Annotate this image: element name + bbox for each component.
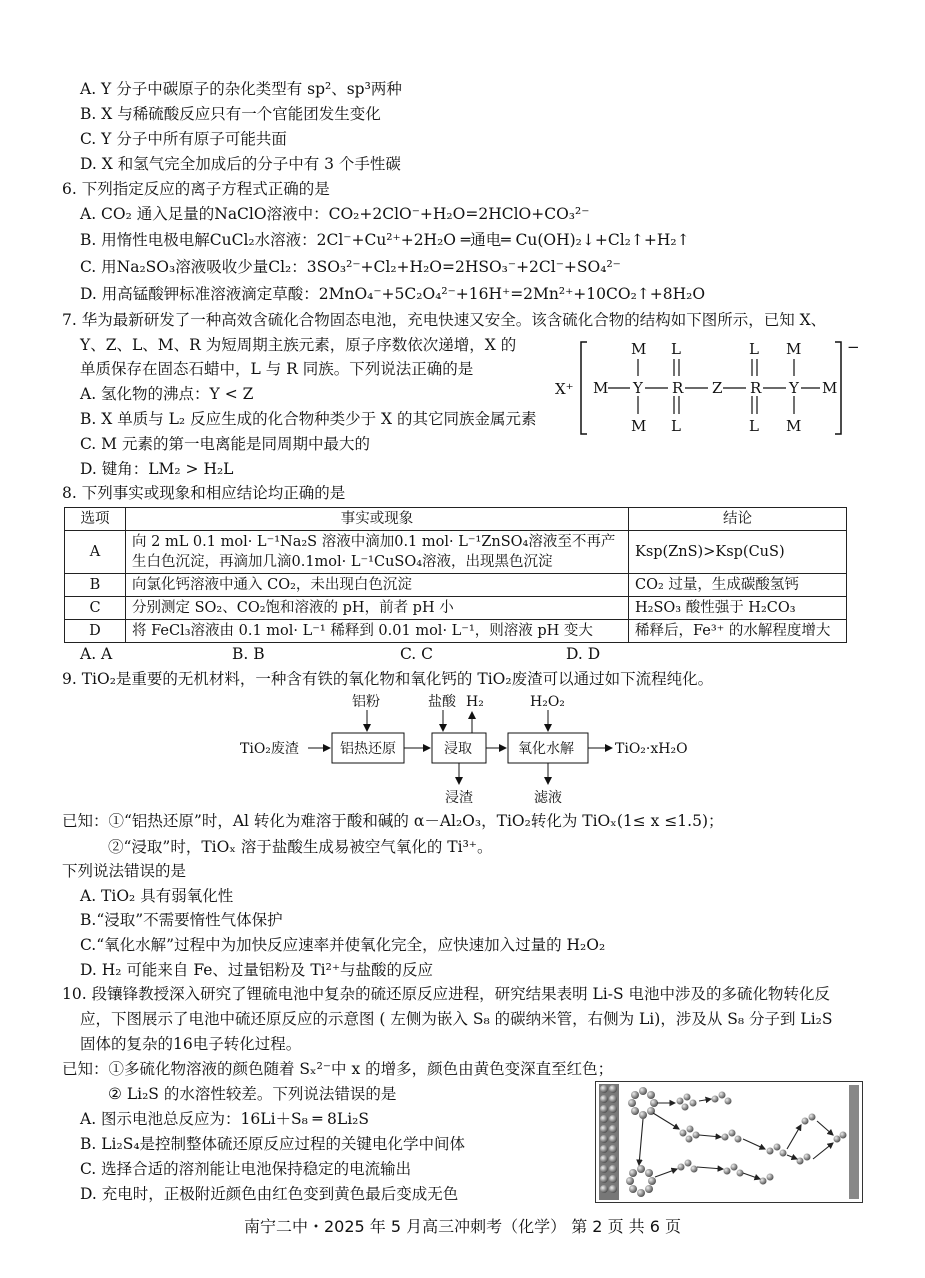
- flow-box2-residue: 浸渣: [445, 790, 473, 806]
- table-header-row: [65, 508, 847, 531]
- flow-box2-reagent: 盐酸: [428, 694, 456, 710]
- q7-stem-line3: 单质保存在固态石蜡中，L 与 R 同族。下列说法正确的是: [80, 360, 474, 378]
- struct-charge: −: [847, 338, 860, 356]
- svg-text:M: M: [822, 379, 838, 397]
- svg-text:L: L: [671, 417, 681, 435]
- q9-known-1: 已知：①“铝热还原”时，Al 转化为难溶于酸和碱的 α－Al₂O₃，TiO₂转化为 TiOₓ(1≤ x ≤1.5)；: [62, 812, 724, 830]
- table-row: [65, 531, 847, 574]
- q8-option-a: A. A: [80, 645, 113, 663]
- q5-option-c: C. Y 分子中所有原子可能共面: [80, 130, 287, 148]
- row-a-conclusion: Ksp(ZnS)>Ksp(CuS): [629, 531, 847, 574]
- svg-text:R: R: [672, 379, 684, 397]
- q10-stem-line1: 10. 段镶锋教授深入研究了锂硫电池中复杂的硫还原反应进程，研究结果表明 Li-S 电池中涉及的多硫化物转化反: [62, 985, 831, 1003]
- flow-box1-reagent: 铝粉: [352, 694, 380, 710]
- q9-flowchart: [240, 688, 720, 808]
- carbon-nanotube: [599, 1084, 619, 1200]
- q10-option-b: B. Li₂S₄是控制整体硫还原反应过程的关键电化学中间体: [80, 1135, 466, 1153]
- table-row: [65, 574, 847, 597]
- svg-text:M: M: [593, 379, 609, 397]
- row-a-fact: 向 2 mL 0.1 mol· L⁻¹Na₂S 溶液中滴加0.1 mol· L⁻¹ZnSO₄溶液至不再产生白色沉淀，再滴加几滴0.1mol· L⁻¹CuSO₄溶液，出现黑色沉淀: [126, 531, 629, 574]
- q5-option-b: B. X 与稀硫酸反应只有一个官能团发生变化: [80, 105, 381, 123]
- svg-text:R: R: [750, 379, 762, 397]
- q10-option-a: A. 图示电池总反应为：16Li＋S₈ ═ 8Li₂S: [80, 1110, 369, 1128]
- q10-stem-line2: 应，下图展示了电池中硫还原反应的示意图 ( 左侧为嵌入 S₈ 的碳纳米管，右侧为 Li)，涉及从 S₈ 分子到 Li₂S: [80, 1010, 833, 1028]
- flow-input: TiO₂废渣: [240, 741, 299, 757]
- q10-stem-line3: 固体的复杂的16电子转化过程。: [80, 1035, 302, 1053]
- q10-sulfur-reduction-figure: [595, 1081, 863, 1203]
- flow-box1-label: 铝热还原: [340, 741, 396, 757]
- svg-text:L: L: [671, 340, 681, 358]
- q8-stem: 8. 下列事实或现象和相应结论均正确的是: [62, 484, 346, 502]
- row-a-option: A: [65, 531, 126, 574]
- q6-option-c: C. 用Na₂SO₃溶液吸收少量Cl₂：3SO₃²⁻+Cl₂+H₂O=2HSO₃⁻+2Cl⁻+SO₄²⁻: [80, 258, 621, 276]
- svg-text:M: M: [631, 417, 647, 435]
- flow-box3-filtrate: 滤液: [534, 790, 562, 806]
- row-c-option: C: [65, 597, 126, 620]
- q8-table: [64, 507, 847, 643]
- q10-known-1: 已知：①多硫化物溶液的颜色随着 Sₓ²⁻中 x 的增多，颜色由黄色变深直至红色；: [62, 1060, 614, 1078]
- q10-option-d: D. 充电时，正极附近颜色由红色变到黄色最后变成无色: [80, 1185, 459, 1203]
- row-d-conclusion: 稀释后，Fe³⁺ 的水解程度增大: [629, 620, 847, 643]
- svg-text:M: M: [631, 340, 647, 358]
- q5-option-d: D. X 和氢气完全加成后的分子中有 3 个手性碳: [80, 155, 401, 173]
- row-c-fact: 分别测定 SO₂、CO₂饱和溶液的 pH，前者 pH 小: [126, 597, 629, 620]
- page-footer: 南宁二中・2025 年 5 月高三冲刺考（化学） 第 2 页 共 6 页: [243, 1217, 682, 1236]
- svg-text:Y: Y: [633, 379, 643, 397]
- q7-option-a: A. 氢化物的沸点：Y < Z: [80, 385, 254, 403]
- row-b-fact: 向氯化钙溶液中通入 CO₂，未出现白色沉淀: [126, 574, 629, 597]
- lithium-electrode: [849, 1085, 859, 1199]
- q6-option-b: B. 用惰性电极电解CuCl₂水溶液：2Cl⁻+Cu²⁺+2H₂O ═通电═ Cu(OH)₂↓+Cl₂↑+H₂↑: [80, 231, 690, 249]
- q6-stem: 6. 下列指定反应的离子方程式正确的是: [62, 180, 330, 198]
- header-option: 选项: [65, 508, 126, 531]
- q7-stem-line1: 7. 华为最新研发了一种高效含硫化合物固态电池，充电快速又安全。该含硫化合物的结构如下图所示，已知 X、: [62, 311, 827, 329]
- svg-text:Z: Z: [712, 379, 723, 397]
- q9-ask: 下列说法错误的是: [62, 862, 187, 880]
- q8-option-d: D. D: [566, 645, 601, 663]
- row-d-option: D: [65, 620, 126, 643]
- flow-box3-reagent: H₂O₂: [530, 694, 565, 710]
- q8-option-b: B. B: [232, 645, 265, 663]
- q8-option-c: C. C: [400, 645, 434, 663]
- q7-option-d: D. 键角：LM₂ > H₂L: [80, 460, 234, 478]
- svg-text:Y: Y: [789, 379, 799, 397]
- q10-option-c: C. 选择合适的溶剂能让电池保持稳定的电流输出: [80, 1160, 412, 1178]
- svg-text:L: L: [749, 340, 759, 358]
- struct-cation: X⁺: [555, 380, 574, 398]
- flow-output: TiO₂·xH₂O: [615, 741, 688, 757]
- row-d-fact: 将 FeCl₃溶液由 0.1 mol· L⁻¹ 稀释到 0.01 mol· L⁻¹，则溶液 pH 变大: [126, 620, 629, 643]
- row-c-conclusion: H₂SO₃ 酸性强于 H₂CO₃: [629, 597, 847, 620]
- q7-stem-line2: Y、Z、L、M、R 为短周期主族元素，原子序数依次递增，X 的: [80, 336, 517, 354]
- flow-box3-label: 氧化水解: [518, 741, 574, 757]
- q7-structure-diagram: [555, 338, 865, 438]
- row-b-conclusion: CO₂ 过量，生成碳酸氢钙: [629, 574, 847, 597]
- left-bracket: [581, 342, 587, 434]
- row-b-option: B: [65, 574, 126, 597]
- q7-option-b: B. X 单质与 L₂ 反应生成的化合物种类少于 X 的其它同族金属元素: [80, 410, 537, 428]
- q7-option-c: C. M 元素的第一电离能是同周期中最大的: [80, 435, 370, 453]
- table-row: [65, 597, 847, 620]
- q9-option-b: B.“浸取”不需要惰性气体保护: [80, 911, 283, 929]
- q9-option-c: C.“氧化水解”过程中为加快反应速率并使氧化完全，应快速加入过量的 H₂O₂: [80, 936, 606, 954]
- q9-known-2: ②“浸取”时，TiOₓ 溶于盐酸生成易被空气氧化的 Ti³⁺。: [108, 838, 493, 856]
- flow-box2-gas: H₂: [466, 694, 484, 710]
- q9-option-d: D. H₂ 可能来自 Fe、过量铝粉及 Ti²⁺与盐酸的反应: [80, 961, 434, 979]
- q5-option-a: A. Y 分子中碳原子的杂化类型有 sp²、sp³两种: [80, 80, 402, 98]
- header-conclusion: 结论: [629, 508, 847, 531]
- q6-option-d: D. 用高锰酸钾标准溶液滴定草酸：2MnO₄⁻+5C₂O₄²⁻+16H⁺=2Mn²⁺+10CO₂↑+8H₂O: [80, 285, 706, 303]
- q10-known-2: ② Li₂S 的水溶性较差。下列说法错误的是: [108, 1085, 397, 1103]
- svg-text:M: M: [786, 340, 802, 358]
- svg-text:M: M: [786, 417, 802, 435]
- table-row: [65, 620, 847, 643]
- header-fact: 事实或现象: [126, 508, 629, 531]
- svg-text:L: L: [749, 417, 759, 435]
- q9-option-a: A. TiO₂ 具有弱氧化性: [80, 887, 234, 905]
- flow-box2-label: 浸取: [444, 741, 472, 757]
- q6-option-a: A. CO₂ 通入足量的NaClO溶液中：CO₂+2ClO⁻+H₂O=2HClO+CO₃²⁻: [80, 205, 590, 223]
- q9-stem: 9. TiO₂是重要的无机材料，一种含有铁的氧化物和氧化钙的 TiO₂废渣可以通过如下流程纯化。: [62, 670, 714, 688]
